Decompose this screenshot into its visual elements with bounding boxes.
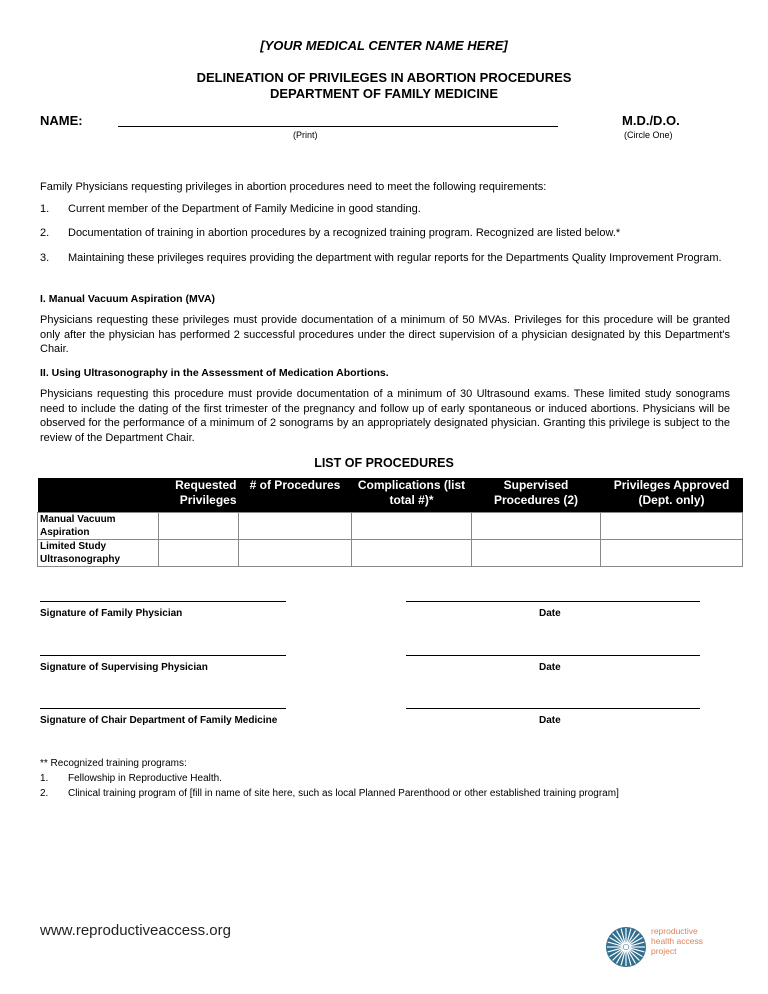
section-2-text: Physicians requesting this procedure must provide documentation of a minimum of 30 Ultrasound exams. These limited study sonograms need to include the dating of the first trimester of the pregnancy and follow up of early spontaneous or induced abortions. Physicians will be observed for the performance of a minimum of 2 sonograms by an appropriately designated physician. Granting this privilege is subject to the review of the Department Chair. bbox=[40, 388, 730, 444]
requirements-list bbox=[40, 203, 730, 265]
table-row bbox=[38, 540, 743, 567]
date-label: Date bbox=[539, 608, 561, 619]
cell[interactable] bbox=[601, 513, 743, 540]
signature-line[interactable] bbox=[40, 708, 286, 709]
section-1-title: I. Manual Vacuum Aspiration (MVA) bbox=[40, 293, 216, 305]
cell[interactable] bbox=[239, 540, 352, 567]
date-line[interactable] bbox=[406, 655, 700, 656]
header-blank bbox=[38, 478, 159, 513]
procedure-name: Limited Study Ultrasonography bbox=[38, 540, 159, 567]
cell[interactable] bbox=[472, 513, 601, 540]
footer-url[interactable]: www.reproductiveaccess.org bbox=[40, 922, 231, 939]
print-hint: (Print) bbox=[293, 130, 318, 140]
footnote-num: 2. bbox=[40, 788, 49, 799]
signature-line[interactable] bbox=[40, 601, 286, 602]
cell[interactable] bbox=[159, 540, 239, 567]
logo-sun-icon bbox=[604, 925, 648, 969]
cell[interactable] bbox=[601, 540, 743, 567]
cell[interactable] bbox=[159, 513, 239, 540]
header-complications: Complications (list total #)* bbox=[352, 478, 472, 513]
date-label: Date bbox=[539, 715, 561, 726]
requirement-item bbox=[40, 227, 730, 251]
cell[interactable] bbox=[472, 540, 601, 567]
section-2-title: II. Using Ultrasonography in the Assessment of Medication Abortions. bbox=[40, 367, 389, 379]
table-title: LIST OF PROCEDURES bbox=[314, 456, 454, 470]
degree-label: M.D./D.O. bbox=[622, 113, 680, 128]
date-line[interactable] bbox=[406, 708, 700, 709]
cell[interactable] bbox=[352, 513, 472, 540]
cell[interactable] bbox=[352, 540, 472, 567]
requirement-num: 2. bbox=[40, 227, 50, 239]
header-procedures: # of Procedures bbox=[239, 478, 352, 513]
signature-label: Signature of Chair Department of Family Medicine bbox=[40, 715, 278, 726]
header-approved: Privileges Approved (Dept. only) bbox=[601, 478, 743, 513]
footnote-text: Clinical training program of [fill in name of site here, such as local Planned Parenthood or other established training program] bbox=[68, 788, 619, 799]
procedures-table bbox=[37, 478, 743, 567]
header-supervised: Supervised Procedures (2) bbox=[472, 478, 601, 513]
requirement-text: Documentation of training in abortion procedures by a recognized training program. Recognized are listed below.* bbox=[68, 227, 621, 239]
requirement-num: 3. bbox=[40, 252, 50, 264]
requirement-item bbox=[40, 203, 730, 227]
signature-label: Signature of Supervising Physician bbox=[40, 662, 208, 673]
medical-center-name: [YOUR MEDICAL CENTER NAME HERE] bbox=[260, 38, 508, 53]
signature-line[interactable] bbox=[40, 655, 286, 656]
department-title: DEPARTMENT OF FAMILY MEDICINE bbox=[270, 86, 498, 101]
cell[interactable] bbox=[239, 513, 352, 540]
requirement-num: 1. bbox=[40, 203, 50, 215]
intro-text: Family Physicians requesting privileges in abortion procedures need to meet the following requirements: bbox=[40, 181, 547, 193]
requirement-item bbox=[40, 251, 730, 265]
document-title: DELINEATION OF PRIVILEGES IN ABORTION PROCEDURES bbox=[196, 70, 572, 85]
footnote-num: 1. bbox=[40, 773, 49, 784]
date-line[interactable] bbox=[406, 601, 700, 602]
section-1-text: Physicians requesting these privileges must provide documentation of a minimum of 50 MVAs. Privileges for this procedure will be granted only after the physician has performed 2 successful procedures under the direct supervision of a physician designated by this Department's Chair. bbox=[40, 314, 730, 355]
signature-label: Signature of Family Physician bbox=[40, 608, 183, 619]
name-label: NAME: bbox=[40, 113, 83, 128]
procedure-name: Manual Vacuum Aspiration bbox=[38, 513, 159, 540]
table-row bbox=[38, 513, 743, 540]
footnote-text: Fellowship in Reproductive Health. bbox=[68, 773, 222, 784]
circle-hint: (Circle One) bbox=[624, 130, 673, 140]
footnote bbox=[40, 756, 619, 801]
footnote-title: ** Recognized training programs: bbox=[40, 758, 187, 769]
logo-text: reproductive health access project bbox=[651, 926, 703, 956]
name-field-line[interactable] bbox=[118, 126, 558, 127]
table-header-row bbox=[38, 478, 743, 513]
requirement-text: Maintaining these privileges requires providing the department with regular reports for the Departments Quality Improvement Program. bbox=[68, 252, 722, 264]
requirement-text: Current member of the Department of Family Medicine in good standing. bbox=[68, 203, 421, 215]
header-requested: Requested Privileges bbox=[159, 478, 239, 513]
date-label: Date bbox=[539, 662, 561, 673]
